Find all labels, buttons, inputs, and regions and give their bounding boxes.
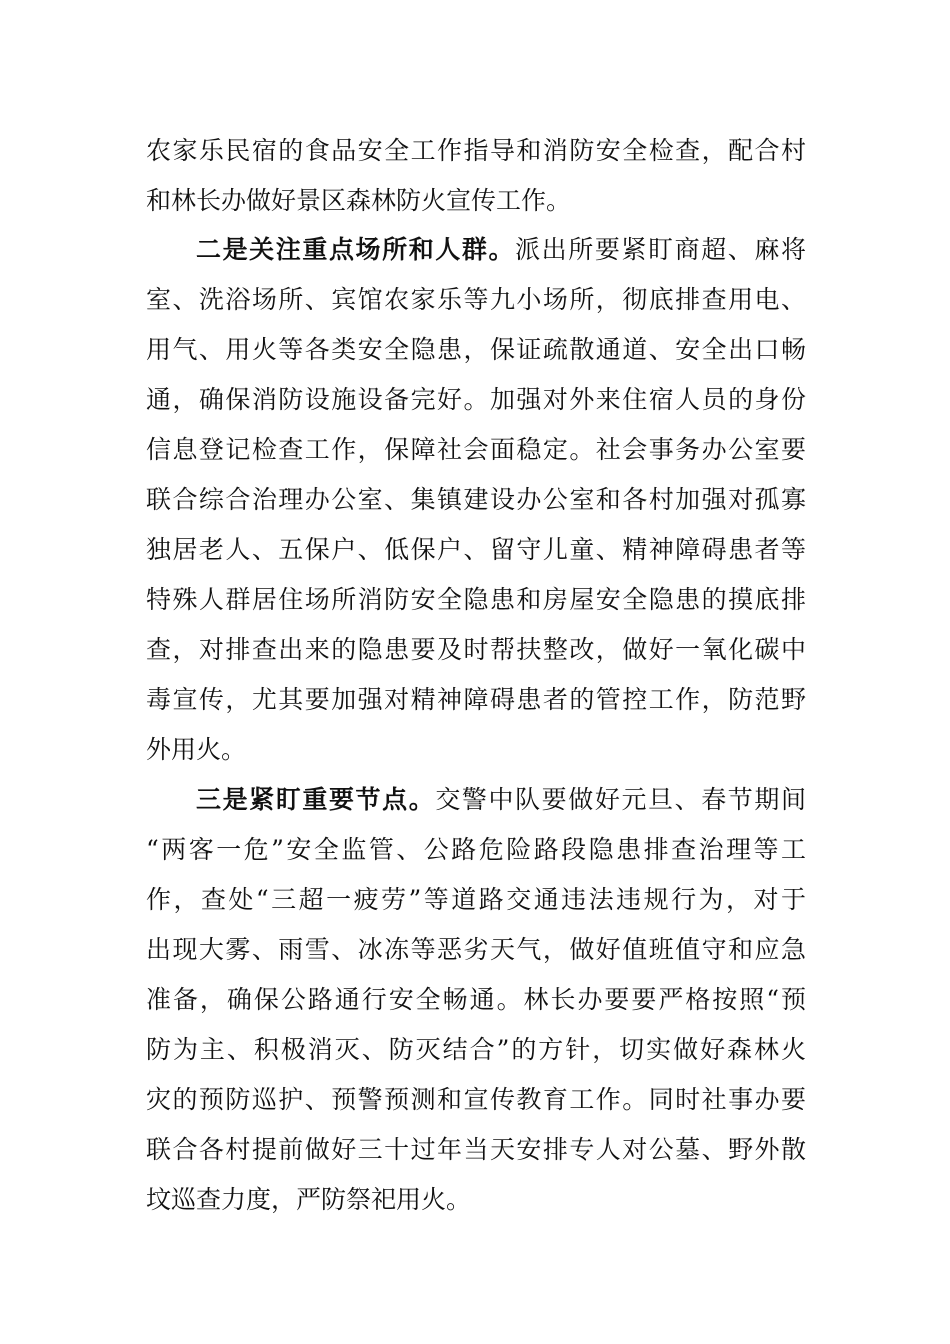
paragraph-2-line-8: 特殊人群居住场所消防安全隐患和房屋安全隐患的摸底排 [146,585,806,614]
paragraph-3-heading: 三是紧盯重要节点。 [196,785,436,814]
paragraph-2-line-1 [196,230,806,270]
paragraph-3-line-5: 准备，确保公路通行安全畅通。林长办要要严格按照“预 [146,985,806,1014]
paragraph-2-line-1-text: 派出所要紧盯商超、麻将 [515,235,806,264]
paragraph-3-line-3: 作，查处“三超一疲劳”等道路交通违法违规行为，对于 [146,885,806,914]
paragraph-2-line-5: 信息登记检查工作，保障社会面稳定。社会事务办公室要 [146,435,806,464]
paragraph-3-line-1 [196,780,806,820]
paragraph-3-line-4: 出现大雾、雨雪、冰冻等恶劣天气，做好值班值守和应急 [146,935,806,964]
paragraph-2-heading: 二是关注重点场所和人群。 [196,235,516,264]
paragraph-2-line-10: 毒宣传，尤其要加强对精神障碍患者的管控工作，防范野 [146,685,806,714]
paragraph-1-line-2: 和林长办做好景区森林防火宣传工作。 [146,186,572,215]
paragraph-3-line-9: 坟巡查力度，严防祭祀用火。 [146,1185,472,1214]
paragraph-2-line-4: 通，确保消防设施设备完好。加强对外来住宿人员的身份 [146,385,806,414]
paragraph-2-line-6: 联合综合治理办公室、集镇建设办公室和各村加强对孤寡 [146,485,806,514]
paragraph-2-line-11: 外用火。 [146,735,247,764]
paragraph-3-line-6: 防为主、积极消灭、防灭结合”的方针，切实做好森林火 [146,1035,806,1064]
paragraph-2-line-9: 查，对排查出来的隐患要及时帮扶整改，做好一氧化碳中 [146,635,806,664]
paragraph-2-line-3: 用气、用火等各类安全隐患，保证疏散通道、安全出口畅 [146,335,806,364]
paragraph-3-line-2: “两客一危”安全监管、公路危险路段隐患排查治理等工 [146,835,806,864]
paragraph-2-line-2: 室、洗浴场所、宾馆农家乐等九小场所，彻底排查用电、 [146,285,806,314]
paragraph-2-line-7: 独居老人、五保户、低保户、留守儿童、精神障碍患者等 [146,535,806,564]
paragraph-3-line-1-text: 交警中队要做好元旦、春节期间 [435,785,806,814]
paragraph-3-line-8: 联合各村提前做好三十过年当天安排专人对公墓、野外散 [146,1135,806,1164]
paragraph-3-line-7: 灾的预防巡护、预警预测和宣传教育工作。同时社事办要 [146,1085,806,1114]
paragraph-1-line-1: 农家乐民宿的食品安全工作指导和消防安全检查，配合村 [146,136,806,165]
